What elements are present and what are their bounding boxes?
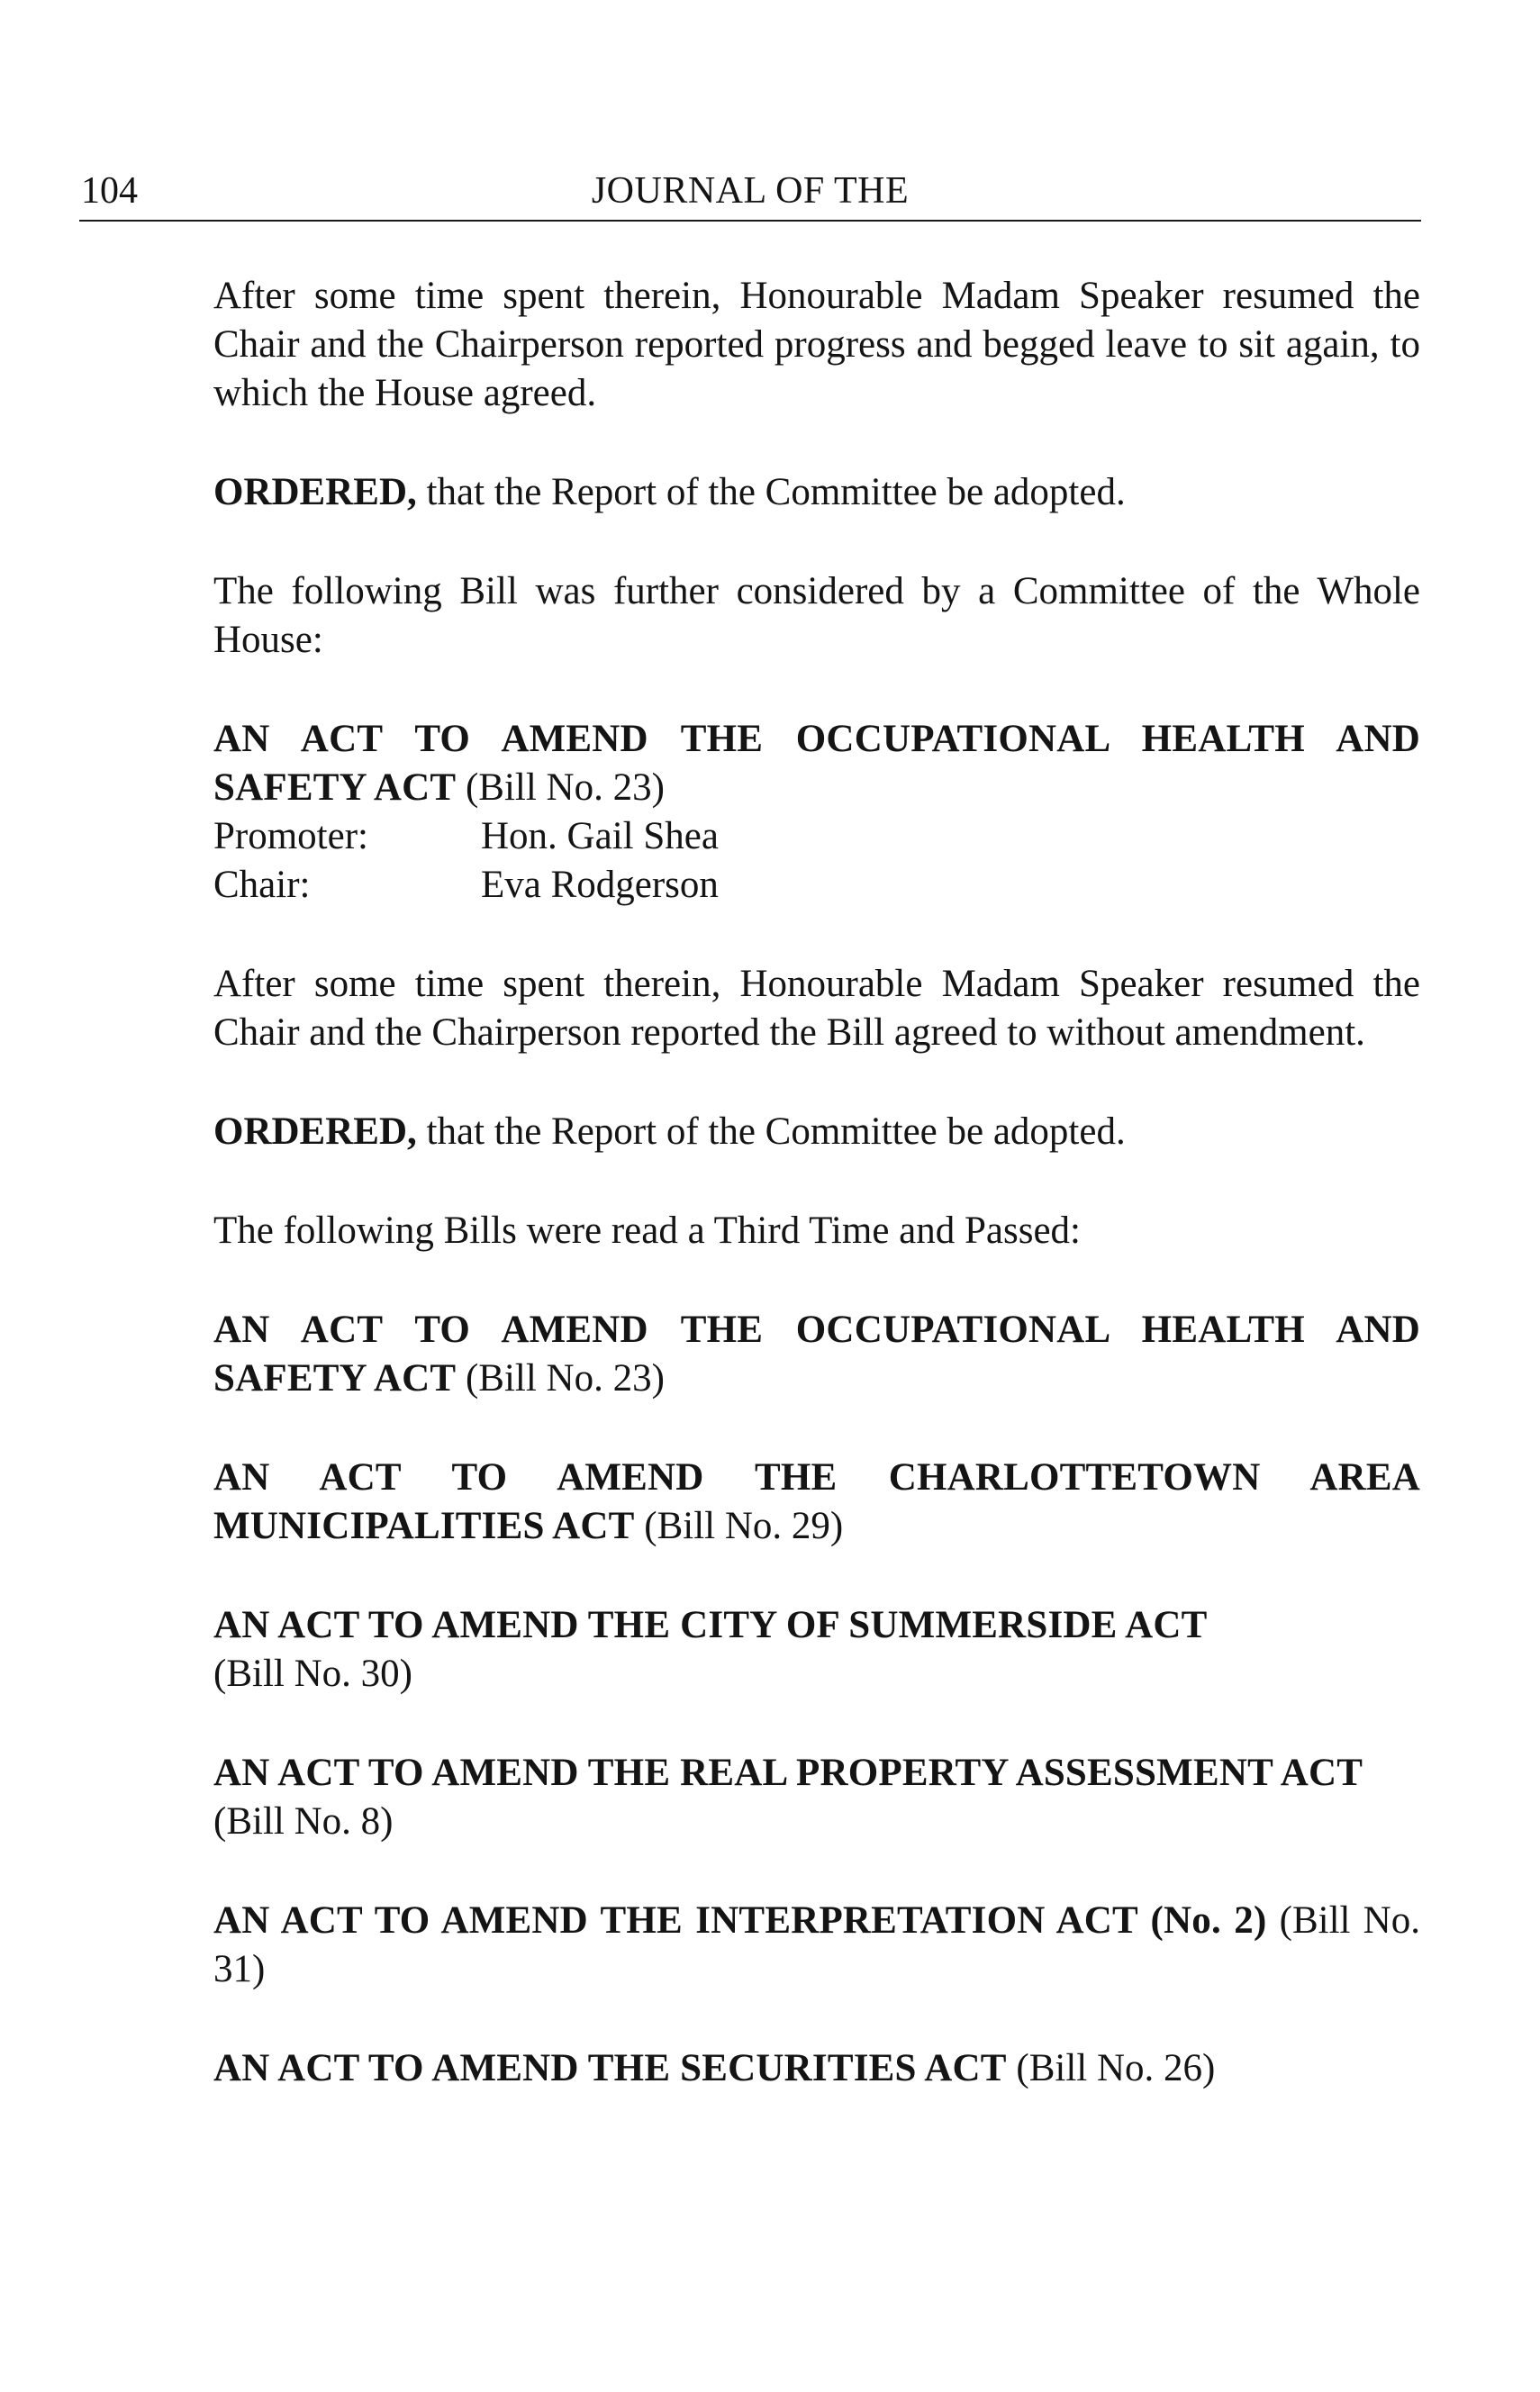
bill-title-line: AN ACT TO AMEND THE OCCUPATIONAL HEALTH AND xyxy=(213,1309,1420,1351)
committee-roles xyxy=(213,812,1420,910)
bill-number: (Bill No. xyxy=(1266,1899,1420,1942)
speaker-resumed-paragraph: After some time spent therein, Honourable Madam Speaker resumed the Chair and the Chairperson reported the Bill agreed to without amendment. xyxy=(213,963,1420,1054)
ordered-paragraph xyxy=(213,1108,1420,1156)
bill-title-line: AN ACT TO AMEND THE SECURITIES ACT (Bill No. 26) xyxy=(213,2047,1216,2089)
bill-number: (Bill No. 29) xyxy=(634,1505,844,1547)
committee-bill-title xyxy=(213,715,1420,812)
passed-bill-item xyxy=(213,1601,1420,1699)
bill-number: (Bill No. 23) xyxy=(456,766,665,809)
passed-bill-item xyxy=(213,1454,1420,1551)
bill-number: (Bill No. 30) xyxy=(213,1653,412,1695)
bill-title-line: AN ACT TO AMEND THE INTERPRETATION ACT (No. 2) (Bill No. xyxy=(213,1899,1420,1942)
bill-title-line: SAFETY ACT (Bill No. 23) xyxy=(213,1357,665,1400)
chair-name: Eva Rodgerson xyxy=(481,864,719,906)
bill-number: 31) xyxy=(213,1948,266,1990)
passed-bill-item xyxy=(213,1306,1420,1403)
running-head: JOURNAL OF THE xyxy=(591,170,910,212)
bill-title-line: AN ACT TO AMEND THE CITY OF SUMMERSIDE ACT xyxy=(213,1604,1208,1646)
page-header xyxy=(79,169,1421,222)
page-number: 104 xyxy=(81,170,138,212)
ordered-label: ORDERED, xyxy=(213,471,417,513)
passed-bill-item xyxy=(213,1897,1420,1994)
passed-bill-item xyxy=(213,1749,1420,1846)
bill-title-line: AN ACT TO AMEND THE REAL PROPERTY ASSESSMENT ACT xyxy=(213,1752,1363,1794)
journal-body xyxy=(213,272,1420,2093)
promoter-label: Promoter: xyxy=(213,815,368,857)
ordered-paragraph xyxy=(213,468,1420,517)
bill-title-line: AN ACT TO AMEND THE OCCUPATIONAL HEALTH AND xyxy=(213,718,1420,760)
bill-number: (Bill No. 8) xyxy=(213,1800,394,1843)
bill-title-line: SAFETY ACT (Bill No. 23) xyxy=(213,766,665,809)
ordered-text: that the Report of the Committee be adopted. xyxy=(416,471,1126,513)
ordered-label: ORDERED, xyxy=(213,1110,417,1153)
committee-intro-paragraph: The following Bill was further considered by a Committee of the Whole House: xyxy=(213,570,1420,661)
passed-bill-item xyxy=(213,2044,1420,2093)
promoter-row xyxy=(213,812,1420,861)
chair-label: Chair: xyxy=(213,864,311,906)
bill-number: (Bill No. 26) xyxy=(1006,2047,1216,2089)
third-reading-intro: The following Bills were read a Third Time and Passed: xyxy=(213,1210,1081,1252)
bill-number: (Bill No. 23) xyxy=(456,1357,665,1400)
promoter-name: Hon. Gail Shea xyxy=(481,815,719,857)
bill-title-line: MUNICIPALITIES ACT (Bill No. 29) xyxy=(213,1505,844,1547)
bill-title-line: AN ACT TO AMEND THE CHARLOTTETOWN AREA xyxy=(213,1456,1420,1499)
speaker-resumed-paragraph: After some time spent therein, Honourable Madam Speaker resumed the Chair and the Chairperson reported progress and begged leave to sit again, to which the House agreed. xyxy=(213,275,1420,414)
chair-row xyxy=(213,861,1420,910)
ordered-text: that the Report of the Committee be adopted. xyxy=(416,1110,1126,1153)
